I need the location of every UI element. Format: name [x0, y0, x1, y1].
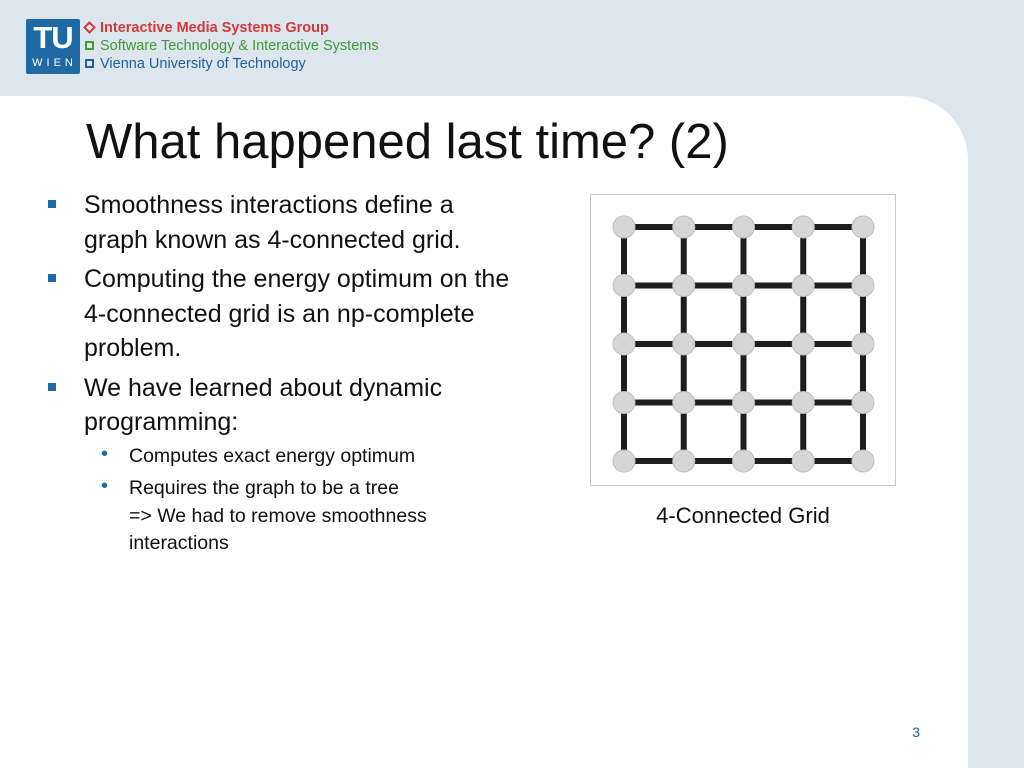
grid-figure	[590, 194, 896, 486]
bullet-item	[48, 188, 588, 257]
square-icon	[85, 41, 94, 50]
grid-node	[613, 392, 635, 414]
org-line-university	[84, 55, 379, 73]
org-line-text: Software Technology & Interactive Systems	[100, 38, 379, 54]
tu-wien-logo	[26, 19, 80, 74]
logo-main-text: TU	[33, 20, 73, 55]
grid-node	[673, 392, 695, 414]
grid-node	[852, 450, 874, 472]
grid-node	[852, 275, 874, 297]
bullet-item	[48, 262, 588, 366]
grid-node	[673, 275, 695, 297]
bullet-list	[48, 188, 588, 558]
grid-node	[733, 333, 755, 355]
bullet-square-icon	[48, 383, 56, 391]
bullet-square-icon	[48, 274, 56, 282]
grid-node	[613, 216, 635, 238]
bullet-line: programming:	[84, 408, 239, 436]
bullet-dot-icon: •	[101, 442, 109, 465]
org-line-text: Vienna University of Technology	[100, 56, 306, 72]
sub-bullet-line: interactions	[129, 532, 229, 554]
grid-node	[673, 216, 695, 238]
sub-bullet-item	[101, 475, 588, 558]
slide-title: What happened last time? (2)	[86, 115, 729, 169]
bullet-item	[48, 371, 588, 440]
grid-node	[733, 450, 755, 472]
org-line-group	[84, 19, 379, 37]
logo-sub-text: WIEN	[32, 57, 77, 69]
grid-node	[792, 392, 814, 414]
bullet-line: graph known as 4-connected grid.	[84, 225, 461, 254]
sub-bullet-item	[101, 442, 588, 471]
grid-node	[792, 275, 814, 297]
grid-node	[733, 392, 755, 414]
bullet-line: We have learned about dynamic	[84, 373, 443, 402]
grid-node	[733, 216, 755, 238]
grid-node	[792, 450, 814, 472]
org-line-institute	[84, 37, 379, 55]
page-number: 3	[912, 724, 920, 740]
grid-node	[613, 450, 635, 472]
grid-node	[792, 216, 814, 238]
sub-bullet-line: Computes exact energy optimum	[129, 444, 416, 467]
bullet-line: problem.	[84, 334, 182, 362]
grid-node	[852, 333, 874, 355]
grid-node	[852, 216, 874, 238]
org-lines	[84, 19, 379, 73]
grid-node	[613, 275, 635, 297]
sub-bullet-line: => We had to remove smoothness	[129, 504, 427, 527]
grid-node	[613, 333, 635, 355]
grid-graph	[591, 195, 895, 485]
bullet-line: Smoothness interactions define a	[84, 191, 454, 219]
grid-node	[673, 450, 695, 472]
diamond-icon	[83, 21, 96, 34]
bullet-line: 4-connected grid is an np-complete	[84, 299, 475, 328]
square-icon	[85, 59, 94, 68]
grid-node	[733, 275, 755, 297]
grid-node	[852, 392, 874, 414]
sub-bullet-line: Requires the graph to be a tree	[129, 477, 399, 499]
grid-node	[673, 333, 695, 355]
figure-caption: 4-Connected Grid	[656, 503, 830, 528]
org-line-text: Interactive Media Systems Group	[100, 20, 329, 36]
grid-node	[792, 333, 814, 355]
bullet-square-icon	[48, 200, 56, 208]
bullet-line: Computing the energy optimum on the	[84, 265, 510, 293]
bullet-dot-icon: •	[101, 475, 109, 497]
